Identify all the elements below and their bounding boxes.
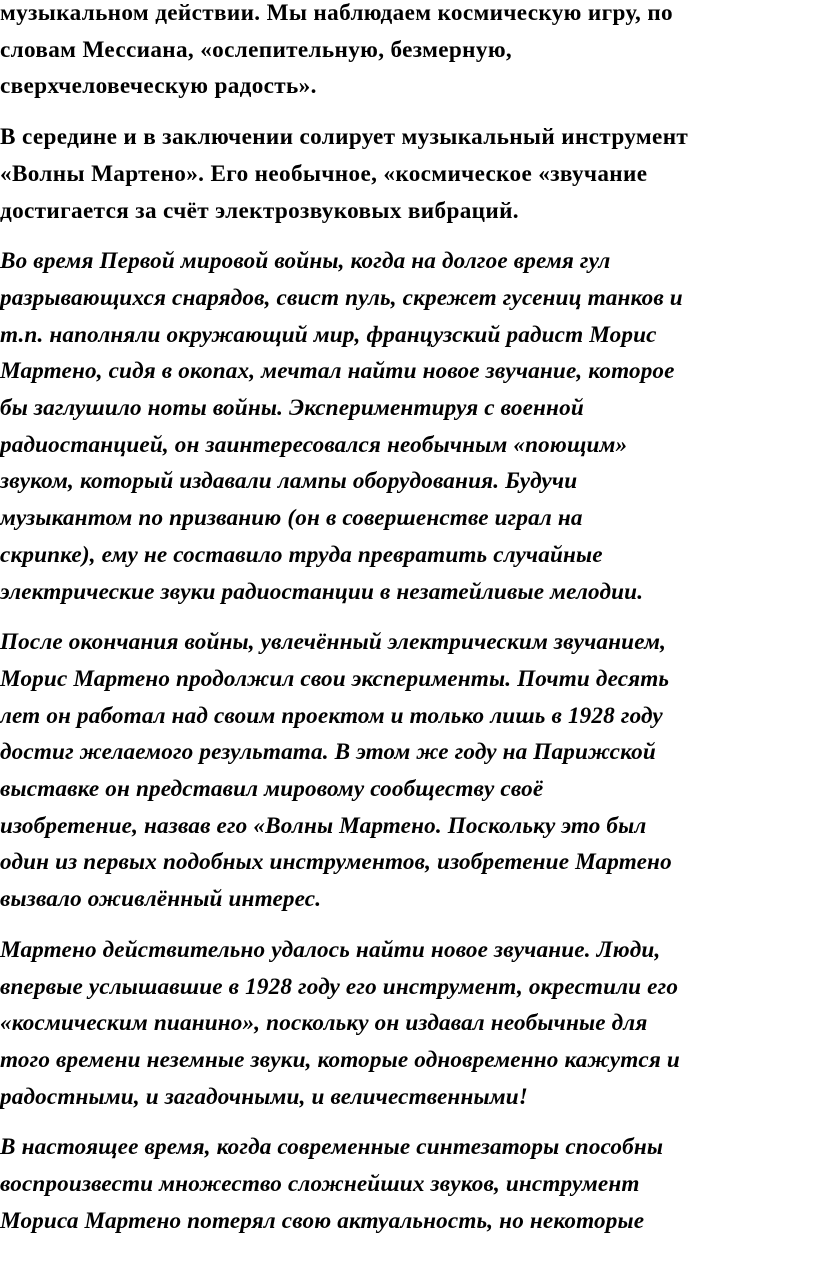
paragraph-present-day: В настоящее время, когда современные синтезаторы способны воспроизвести множество сложнейших звуков, инструмент Мориса Мартено потерял свою актуальность, но некоторые bbox=[0, 1134, 664, 1234]
paragraph-postwar-invention: После окончания войны, увлечённый электрическим звучанием, Морис Мартено продолжил свои эксперименты. Почти десять лет он работал над своим проектом и только лишь в 1928 году достиг желаемого результата. В этом же году на Парижской выставке он представил мировому сообществу своё изобретение, назвав его «Волны Мартено. Поскольку это был один из первых подобных инструментов, изобретение Мартено вызвало оживлённый интерес. bbox=[0, 629, 672, 913]
paragraph-ondes-solo: В середине и в заключении солирует музыкальный инструмент «Волны Мартено». Его необычное, «космическое «звучание достигается за счёт электрозвуковых вибраций. bbox=[0, 124, 689, 224]
paragraph-war-history: Во время Первой мировой войны, когда на долгое время гул разрывающихся снарядов, свист пуль, скрежет гусениц танков и т.п. наполняли окружающий мир, французский радист Морис Мартено, сидя в окопах, мечтал найти новое звучание, которое бы заглушило ноты войны. Экспериментируя с военной радиостанцией, он заинтересовался необычным «поющим» звуком, который издавали лампы оборудования. Будучи музыкантом по призванию (он в совершенстве играл на скрипке), ему не составило труда превратить случайные электрические звуки радиостанции в незатейливые мелодии. bbox=[0, 248, 683, 605]
paragraph-new-sound: Мартено действительно удалось найти новое звучание. Люди, впервые услышавшие в 1928 году его инструмент, окрестили его «космическим пианино», поскольку он издавал необычные для того времени неземные звуки, которые одновременно кажутся и радостными, и загадочными, и величественными! bbox=[0, 936, 680, 1110]
paragraph-cosmic-play: музыкальном действии. Мы наблюдаем космическую игру, по словам Мессиана, «ослепительную, безмерную, сверхчеловеческую радость». bbox=[0, 0, 673, 100]
